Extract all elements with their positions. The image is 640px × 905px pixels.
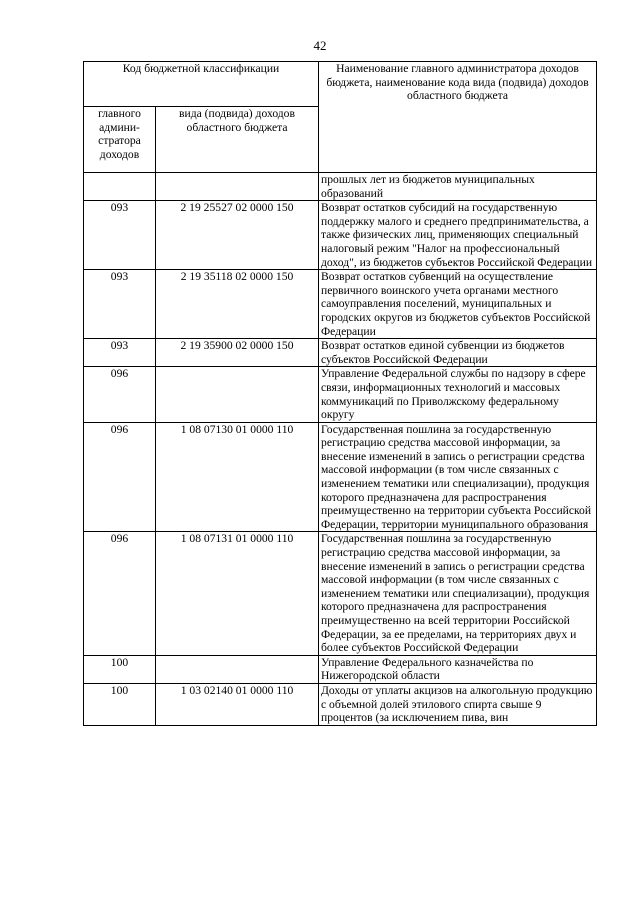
header-admin-column: главного админи-стратора доходов xyxy=(84,107,156,173)
revenue-name-cell: Возврат остатков субсидий на государственную поддержку малого и среднего предпринимательства, а также физических лиц, применяющих специальный налоговый режим "Налог на профессиональный доход", из бюджетов субъектов Российской Федерации xyxy=(319,201,597,270)
admin-code-cell: 100 xyxy=(84,655,156,683)
admin-code-cell: 093 xyxy=(84,339,156,367)
revenue-code-cell: 1 08 07131 01 0000 110 xyxy=(156,532,319,655)
admin-code-cell xyxy=(84,173,156,201)
table-body xyxy=(84,173,597,726)
budget-classification-table xyxy=(83,61,597,726)
table-row xyxy=(84,683,597,725)
revenue-name-cell: Управление Федеральной службы по надзору в сфере связи, информационных технологий и массовых коммуникаций по Приволжскому федеральному округу xyxy=(319,367,597,422)
admin-code-cell: 093 xyxy=(84,201,156,270)
revenue-code-cell xyxy=(156,173,319,201)
revenue-code-cell: 1 08 07130 01 0000 110 xyxy=(156,422,319,532)
table-row xyxy=(84,367,597,422)
admin-code-cell: 096 xyxy=(84,422,156,532)
revenue-code-cell: 2 19 25527 02 0000 150 xyxy=(156,201,319,270)
revenue-name-cell: Государственная пошлина за государственную регистрацию средства массовой информации, за внесение изменений в запись о регистрации средства массовой информации (в том числе связанных с изменением тематики или специализации), продукция которого предназначена для распространения преимущественно на всей территории Российской Федерации, за ее пределами, на территориях двух и более субъектов Российской Федерации xyxy=(319,532,597,655)
revenue-code-cell: 1 03 02140 01 0000 110 xyxy=(156,683,319,725)
page-number: 42 xyxy=(313,38,327,53)
revenue-code-cell xyxy=(156,655,319,683)
revenue-code-cell: 2 19 35900 02 0000 150 xyxy=(156,339,319,367)
revenue-name-cell: Доходы от уплаты акцизов на алкогольную продукцию с объемной долей этилового спирта свыше 9 процентов (за исключением пива, вин xyxy=(319,683,597,725)
table-row xyxy=(84,270,597,339)
table-header-row xyxy=(84,62,597,107)
admin-code-cell: 100 xyxy=(84,683,156,725)
admin-code-cell: 093 xyxy=(84,270,156,339)
header-name-column: Наименование главного администратора доходов бюджета, наименование кода вида (подвида) доходов областного бюджета xyxy=(319,62,597,173)
admin-code-cell: 096 xyxy=(84,367,156,422)
table-row xyxy=(84,201,597,270)
revenue-name-cell: прошлых лет из бюджетов муниципальных образований xyxy=(319,173,597,201)
table-row xyxy=(84,655,597,683)
header-budget-classification-code: Код бюджетной классификации xyxy=(84,62,319,107)
admin-code-cell: 096 xyxy=(84,532,156,655)
revenue-code-cell xyxy=(156,367,319,422)
revenue-name-cell: Управление Федерального казначейства по Нижегородской области xyxy=(319,655,597,683)
table-row xyxy=(84,339,597,367)
header-code-column: вида (подвида) доходов областного бюджета xyxy=(156,107,319,173)
table-row xyxy=(84,173,597,201)
revenue-name-cell: Возврат остатков субвенций на осуществление первичного воинского учета органами местного самоуправления поселений, муниципальных и городских округов из бюджетов субъектов Российской Федерации xyxy=(319,270,597,339)
revenue-name-cell: Государственная пошлина за государственную регистрацию средства массовой информации, за внесение изменений в запись о регистрации средства массовой информации (в том числе связанных с изменением тематики или специализации), продукция которого предназначена для распространения преимущественно на территории субъекта Российской Федерации, территории муниципального образования xyxy=(319,422,597,532)
revenue-name-cell: Возврат остатков единой субвенции из бюджетов субъектов Российской Федерации xyxy=(319,339,597,367)
revenue-code-cell: 2 19 35118 02 0000 150 xyxy=(156,270,319,339)
table-row xyxy=(84,422,597,532)
table-row xyxy=(84,532,597,655)
